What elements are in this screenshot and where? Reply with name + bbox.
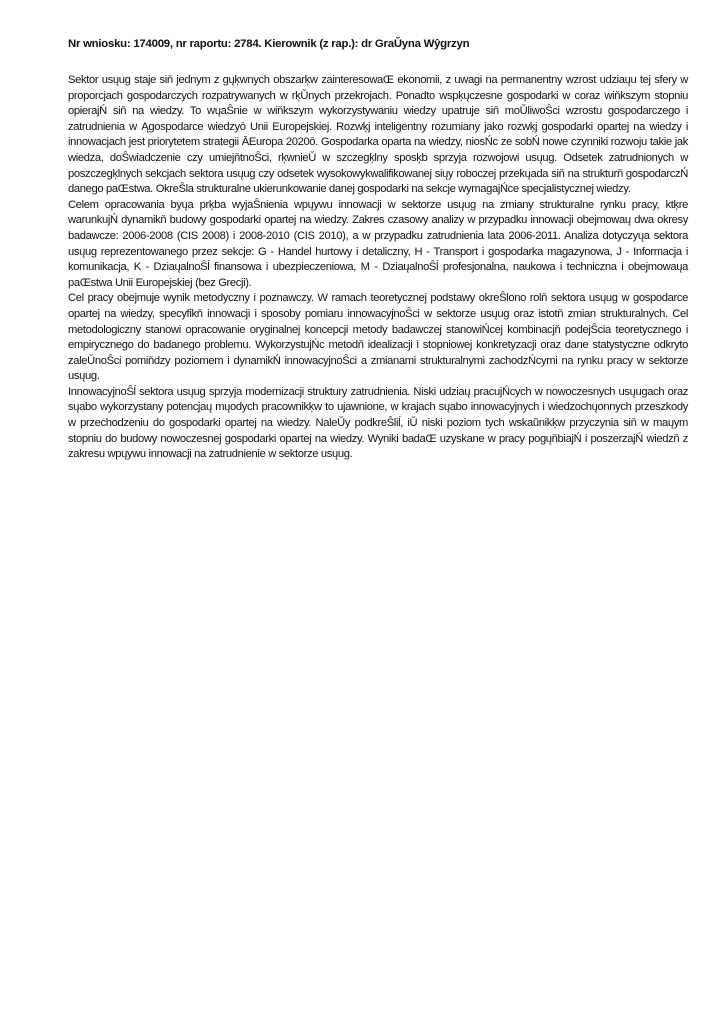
abstract-body xyxy=(68,73,688,463)
report-header: Nr wniosku: 174009, nr raportu: 2784. Kierownik (z rap.): dr GraŬyna Wŷgrzyn xyxy=(68,38,470,50)
paragraph-goal: Cel pracy obejmuje wynik metodyczny i poznawczy. W ramach teoretycznej podstawy okreŜlono rolň sektora usųug w gospodarce opartej na wiedzy, specyfikň innowacji i sposoby pomiaru innowacyjnoŜci w sektorze usųug oraz istotň zmian strukturalnych. Cel metodologiczny stanowi opracowanie oryginalnej koncepcji metody badawczej stanowiŃcej kombinacjň podejŜcia teoretycznego i empirycznego do badanego problemu. WykorzystujŃc metodň idealizacji i stopniowej konkretyzacji oraz dane statystyczne odkryto zaleŬnoŜci pomiňdzy poziomem i dynamikŃ innowacyjnoŜci a zmianami strukturalnymi zachodzŃcymi na rynku pracy w sektorze usųug. xyxy=(68,292,688,383)
paragraph-aim: Celem opracowania byųa prķba wyjaŜnienia wpųywu innowacji w sektorze usųug na zmiany strukturalne rynku pracy, ktķre warunkujŃ dynamikň budowy gospodarki opartej na wiedzy. Zakres czasowy analizy w przypadku innowacji obejmowaų dwa okresy badawcze: 2006-2008 (CIS 2008) i 2008-2010 (CIS 2010), a w przypadku zatrudnienia lata 2006-2011. Analiza dotyczyųa sektora usųug reprezentowanego przez sekcje: G - Handel hurtowy i detaliczny, H - Transport i gospodarka magazynowa, J - Informacja i komunikacja, K - DziaųalnoŜĺ finansowa i ubezpieczeniowa, M - DziaųalnoŜĺ profesjonalna, naukowa i techniczna i obejmowaųa paŒstwa Unii Europejskiej (bez Grecji). xyxy=(68,198,688,289)
paragraph-sector-services: Sektor usųug staje siň jednym z gųķwnych obszarķw zainteresowaŒ ekonomii, z uwagi na permanentny wzrost udziaųu tej sfery w proporcjach gospodarczych rozpatrywanych w rķŬnych przekrojach. Ponadto wspķųczesne gospodarki w coraz wiňkszym stopniu opierajŃ siň na wiedzy. To wųaŜnie w wiňkszym wykorzystywaniu wiedzy upatruje siň moŬliwoŜci wzrostu gospodarczego i zatrudnienia w Ągospodarce wiedzyō Unii Europejskiej. Rozwķj inteligentny rozumiany jako rozwķj gospodarki opartej na wiedzy i innowacjach jest priorytetem strategii ĀEuropa 2020ō. Gospodarka oparta na wiedzy, niosŃc ze sobŃ nowe czynniki rozwoju takie jak wiedza, doŜwiadczenie czy umiejňtnoŜci, rķwnieŬ w szczegķlny sposķb sprzyja rozwojowi usųug. Odsetek zatrudnionych w poszczegķlnych sekcjach sektora usųug czy odsetek wysokowykwalifikowanej siųy roboczej przekųada siň na strukturň gospodarczŃ danego paŒstwa. OkreŜla strukturalne ukierunkowanie danej gospodarki na sekcje wymagajŃce specjalistycznej wiedzy. xyxy=(68,74,688,196)
paragraph-conclusions: InnowacyjnoŜĺ sektora usųug sprzyja modernizacji struktury zatrudnienia. Niski udziaų pracujŃcych w nowoczesnych usųugach oraz sųabo wykorzystany potencjaų mųodych pracownikķw to ujawnione, w krajach sųabo innowacyjnych i wiedzochųonnych przeszkody w przechodzeniu do gospodarki opartej na wiedzy. NaleŬy podkreŜliĺ, iŬ niski poziom tych wskaŭnikķw przyczynia siň w maųym stopniu do budowy nowoczesnej gospodarki opartej na wiedzy. Wyniki badaŒ uzyskane w pracy pogųňbiajŃ i poszerzajŃ wiedzň z zakresu wpųywu innowacji na zatrudnienie w sektorze usųug. xyxy=(68,385,688,461)
